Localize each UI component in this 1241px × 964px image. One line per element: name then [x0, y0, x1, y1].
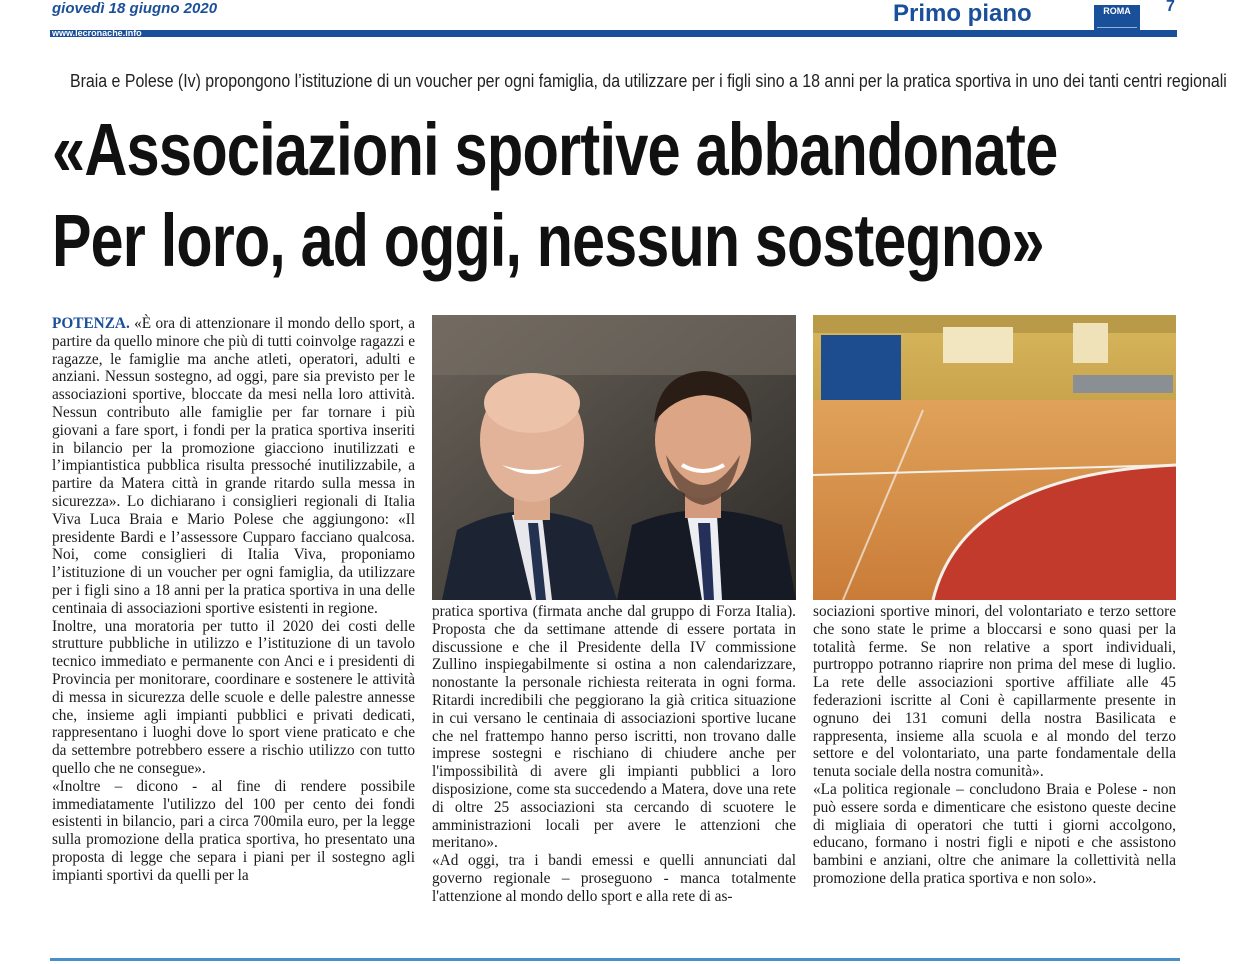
window-icon: [1073, 323, 1108, 363]
kicker: Braia e Polese (Iv) propongono l’istituzione di un voucher per ogni famiglia, da utilizzare per i figli sino a 18 anni per la pratica sportiva in uno dei tanti centri regionali: [70, 70, 1227, 91]
skyline-icon: [1097, 19, 1137, 28]
paragraph: «Inoltre – dicono - al fine di rendere possibile immediatamente l'utilizzo del 100 per cento dei fondi esistenti in bilancio, pari a circa 700mila euro, per la legge sulla promozione della pratica sportiva, ho presentato una proposta di legge che separa i piani per il sostegno agli impianti sportivi da quelli per la: [52, 777, 415, 884]
paragraph: sociazioni sportive minori, del volontariato e terzo settore che sono state le prime a bloccarsi e sono quasi per la totalità ferme. Se non relative a sport individuali, purtroppo potranno riaprire non prima del mese di luglio. La rete delle associazioni sportive affiliate alle 45 federazioni iscritte al Coni è capillarmente presente in ognuno dei 131 comuni della nostra Basilicata e rappresenta, insieme alla scuola e al mondo del terzo settore e del volontariato, una parte fondamentale della tenuta sociale della nostra comunità».: [813, 603, 1176, 781]
paragraph: pratica sportiva (firmata anche dal gruppo di Forza Italia). Proposta che da settimane attende di essere portata in discussione e che il Presidente della IV commissione Zullino inspiegabilmente si ostina a non calendarizzare, nonostante la personale richiesta reiterata in ogni forma. Ritardi incredibili che peggiorano la già critica situazione in cui versano le centinaia di associazioni sportive lucane che nel frattempo hanno perso iscritti, non trovano dalle imprese sostegni e rischiano di chiudere anche per l'impossibilità di avere gli impianti pubblici a loro disposizione, come sta succedendo a Matera, dove una rete di oltre 25 associazioni sta cercando di scuotere le amministrazioni locali per avere le attenzioni che meritano».: [432, 603, 796, 852]
paragraph: [52, 315, 415, 618]
article-column-3: [813, 603, 1176, 888]
article-column-1: [52, 315, 415, 885]
article-column-2: [432, 603, 796, 906]
paragraph-text: «È ora di attenzionare il mondo dello sport, a partire da quello minore che più di tutti coinvolge ragazzi e ragazze, le famiglie ma anche atleti, operatori, adulti e anziani. Nessun sostegno, ad oggi, pare sia previsto per le associazioni sportive, bloccate da mesi nella loro attività. Nessun contributo alle famiglie per far tornare i più giovani a fare sport, i fondi per la pratica sportiva inseriti in bilancio per la promozione giacciono inutilizzati e l’impiantistica pubblica risulta pressoché inutilizzabile, a partire da Matera città in grande ritardo sulla messa in sicurezza». Lo dichiarano i consiglieri regionali di Italia Viva Luca Braia e Mario Polese che aggiungono: «Il presidente Bardi e l’assessore Cupparo facciano qualcosa. Noi, come consiglieri di Italia Viva, proponiamo l’istituzione di un voucher per ogni famiglia, da utilizzare per i figli sino a 18 anni per la pratica sportiva in una delle centinaia di associazioni sportive esistenti in regione.: [52, 315, 416, 617]
logo-text: ROMA: [1103, 6, 1131, 16]
politicians-photo: [432, 315, 796, 600]
header-rule: [50, 30, 1177, 37]
bench-icon: [1073, 375, 1173, 393]
footer-rule: [50, 958, 1180, 961]
roma-logo: [1094, 5, 1140, 33]
paragraph: «La politica regionale – concludono Braia e Polese - non può essere sorda e dimenticare che esistono queste decine di migliaia di operatori che tutti i giorni accolgono, educano, formano i nostri figli e nipoti e che assistono bambini e anziani, oltre che animare la collettività nella promozione della pratica sportiva e non solo».: [813, 780, 1176, 887]
gym-photo: [813, 315, 1176, 600]
headline: [52, 104, 1177, 286]
paragraph: «Ad oggi, tra i bandi emessi e quelli annunciati dal governo regionale – proseguono - manca totalmente l'attenzione al mondo dello sport e alla rete di as-: [432, 852, 796, 905]
headline-line-2: Per loro, ad oggi, nessun sostegno»: [52, 199, 1044, 282]
window-icon: [943, 327, 1013, 363]
gym-image: [813, 315, 1176, 600]
dateline: POTENZA.: [52, 315, 130, 332]
issue-date: giovedì 18 giugno 2020: [52, 0, 218, 17]
wall-padding: [821, 335, 901, 407]
masthead: [0, 0, 1241, 40]
politicians-image: [432, 315, 796, 600]
page-number: 7: [1166, 0, 1175, 15]
site-url: www.lecronache.info: [52, 28, 142, 38]
headline-line-1: «Associazioni sportive abbandonate: [52, 108, 1058, 191]
section-title: Primo piano: [893, 0, 1032, 27]
paragraph: Inoltre, una moratoria per tutto il 2020 dei costi delle strutture pubbliche in utilizzo e l’istituzione di un tavolo tecnico immediato e permanente con Anci e i presidenti di Provincia per monitorare, coordinare e sostenere le attività di messa in sicurezza delle scuole e delle palestre annesse che, insieme agli impianti pubblici e privati dedicati, rappresentano i luoghi dove lo sport viene praticato e che da settembre potrebbero essere a rischio utilizzo con tutto quello che ne consegue».: [52, 617, 415, 777]
